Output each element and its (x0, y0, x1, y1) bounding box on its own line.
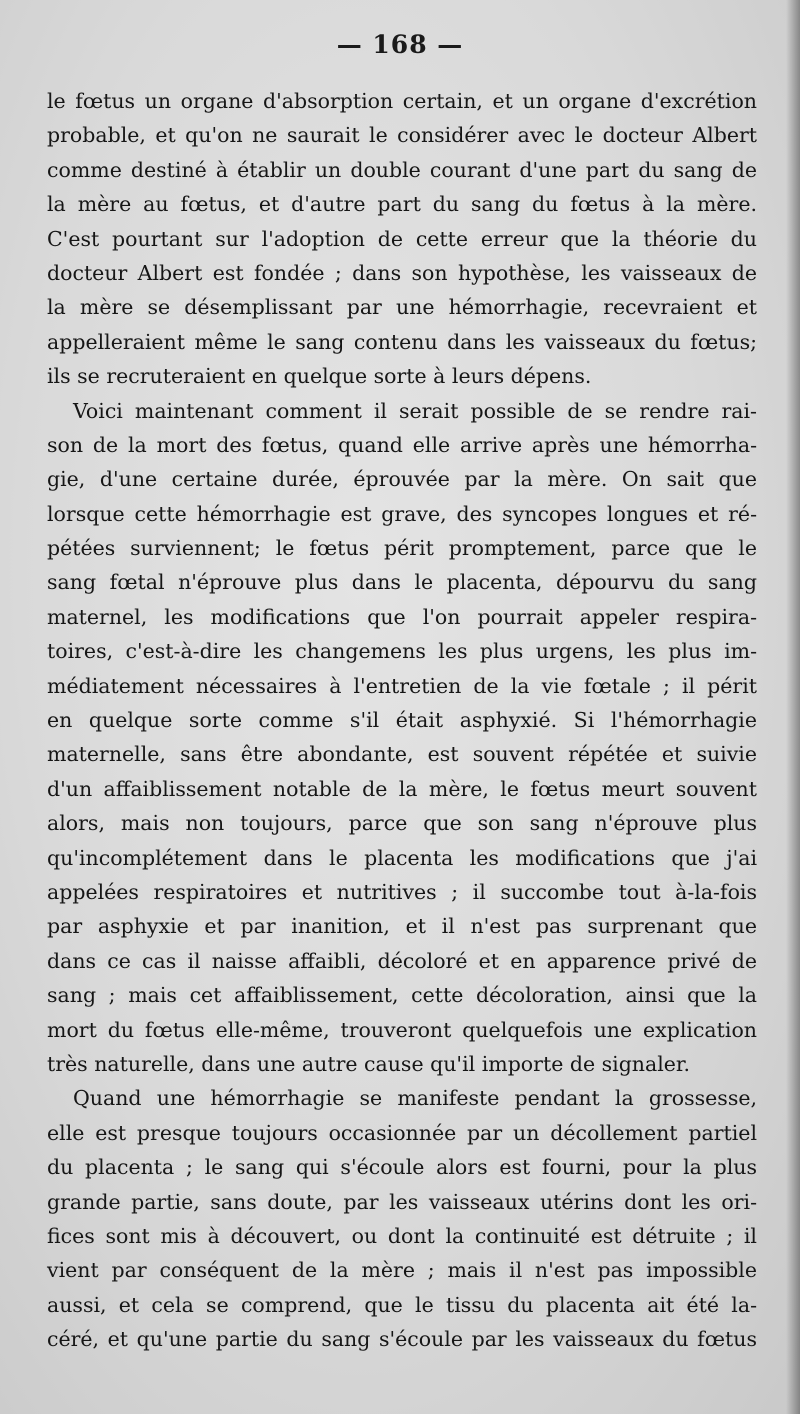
text-line: du placenta ; le sang qui s'écoule alors est fourni, pour la plus (47, 1155, 757, 1180)
text-line: sang ; mais cet affaiblissement, cette décoloration, ainsi que la (47, 983, 757, 1008)
text-line: lorsque cette hémorrhagie est grave, des syncopes longues et ré- (47, 501, 757, 526)
page-number: — 168 — (336, 30, 464, 59)
text-line: par asphyxie et par inanition, et il n'est pas surprenant que (47, 914, 757, 939)
text-line: son de la mort des fœtus, quand elle arrive après une hémorrha- (47, 432, 757, 457)
text-line: C'est pourtant sur l'adoption de cette erreur que la théorie du (47, 226, 757, 251)
text-line: la mère se désemplissant par une hémorrhagie, recevraient et (47, 295, 757, 320)
text-line: ils se recruteraient en quelque sorte à leurs dépens. (47, 364, 592, 389)
text-line: en quelque sorte comme s'il était asphyxié. Si l'hémorrhagie (47, 708, 757, 733)
text-line: le fœtus un organe d'absorption certain, et un organe d'excrétion (47, 89, 757, 113)
text-line: mort du fœtus elle-même, trouveront quelquefois une explication (47, 1017, 757, 1042)
text-line: probable, et qu'on ne saurait le considérer avec le docteur Albert (47, 123, 757, 148)
text-line: gie, d'une certaine durée, éprouvée par la mère. On sait que (47, 467, 757, 492)
text-line: appelées respiratoires et nutritives ; il succombe tout à-la-fois (47, 879, 757, 904)
text-line: dans ce cas il naisse affaibli, décoloré et en apparence privé de (47, 948, 757, 973)
text-line: Quand une hémorrhagie se manifeste pendant la grossesse, (73, 1086, 757, 1111)
text-line: très naturelle, dans une autre cause qu'il importe de signaler. (47, 1051, 690, 1076)
text-line: médiatement nécessaires à l'entretien de la vie fœtale ; il périt (47, 673, 757, 698)
text-line: pétées surviennent; le fœtus périt promptement, parce que le (47, 536, 757, 561)
text-line: alors, mais non toujours, parce que son sang n'éprouve plus (47, 811, 757, 836)
text-line: Voici maintenant comment il serait possible de se rendre rai- (73, 398, 757, 423)
body-text (47, 84, 757, 1356)
text-line: docteur Albert est fondée ; dans son hypothèse, les vaisseaux de (47, 260, 757, 285)
text-line: maternel, les modifications que l'on pourrait appeler respira- (47, 604, 757, 629)
text-line: appelleraient même le sang contenu dans les vaisseaux du fœtus; (47, 329, 757, 354)
text-line: qu'incomplétement dans le placenta les modifications que j'ai (47, 845, 757, 870)
text-line: vient par conséquent de la mère ; mais il n'est pas impossible (47, 1258, 757, 1283)
text-line: toires, c'est-à-dire les changemens les plus urgens, les plus im- (47, 639, 757, 664)
text-line: maternelle, sans être abondante, est souvent répétée et suivie (47, 742, 757, 767)
text-line: céré, et qu'une partie du sang s'écoule par les vaisseaux du fœtus (47, 1327, 757, 1352)
text-line: d'un affaiblissement notable de la mère, le fœtus meurt souvent (47, 776, 757, 801)
text-line: elle est presque toujours occasionnée par un décollement partiel (47, 1120, 757, 1145)
text-line: sang fœtal n'éprouve plus dans le placenta, dépourvu du sang (47, 570, 757, 595)
text-line: la mère au fœtus, et d'autre part du sang du fœtus à la mère. (47, 192, 757, 217)
text-line: aussi, et cela se comprend, que le tissu du placenta ait été la- (47, 1292, 757, 1317)
text-line: grande partie, sans doute, par les vaisseaux utérins dont les ori- (47, 1189, 757, 1214)
text-line: comme destiné à établir un double courant d'une part du sang de (47, 157, 757, 182)
text-line: fices sont mis à découvert, ou dont la continuité est détruite ; il (47, 1223, 757, 1248)
